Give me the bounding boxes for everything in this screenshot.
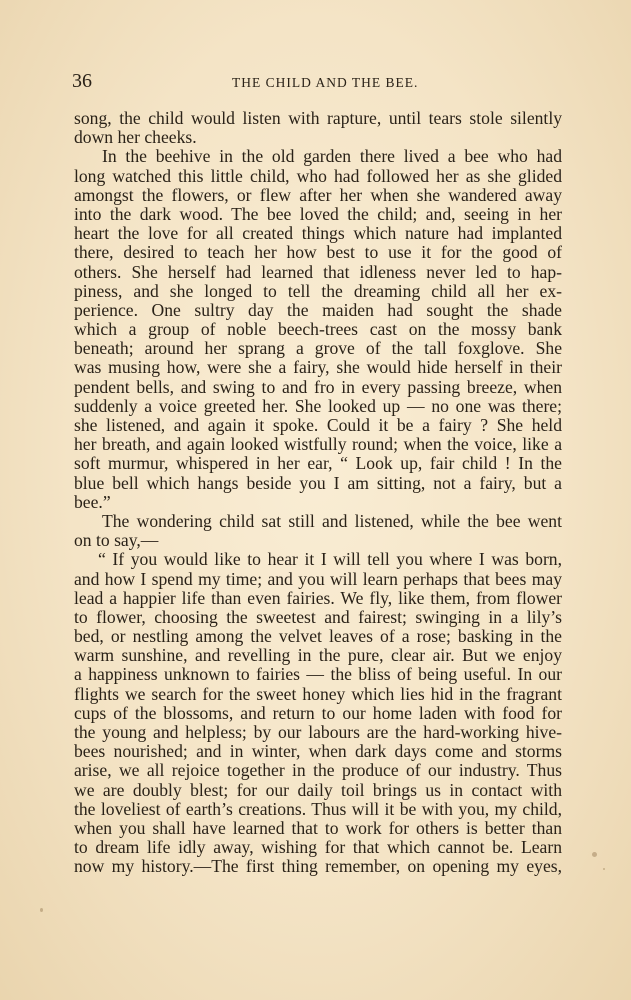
text-line: which a group of noble beech-trees cast on the mossy bank — [74, 319, 562, 340]
text-line: to flower, choosing the sweetest and fairest; swinging in a lily’s — [74, 606, 562, 627]
text-line: amongst the flowers, or flew after her when she wandered away — [74, 184, 562, 205]
text-line: was musing how, were she a fairy, she would hide herself in their — [74, 357, 562, 378]
text-line: her breath, and again looked wistfully round; when the voice, like a — [74, 434, 562, 455]
text-line: now my history.—The first thing remember, on opening my eyes, — [74, 856, 562, 877]
text-line: others. She herself had learned that idleness never led to hap- — [74, 261, 562, 282]
text-line: to dream life idly away, wishing for that which cannot be. Learn — [74, 837, 562, 858]
text-line: soft murmur, whispered in her ear, “ Look up, fair child ! In the — [74, 453, 562, 474]
page-header — [72, 70, 571, 94]
text-line: on to say,— — [74, 530, 159, 551]
text-line: The wondering child sat still and listened, while the bee went — [102, 510, 562, 531]
paper-speck — [40, 908, 43, 912]
running-head: THE CHILD AND THE BEE. — [232, 75, 419, 90]
text-line: she listened, and again it spoke. Could it be a fairy ? She held — [74, 415, 562, 435]
text-line: a happiness unknown to fairies — the bliss of being useful. In our — [74, 664, 562, 685]
paper-speck — [603, 868, 605, 870]
text-line: down her cheeks. — [74, 127, 197, 148]
text-line: suddenly a voice greeted her. She looked up — no one was there; — [74, 395, 562, 416]
text-line: piness, and she longed to tell the dreaming child all her ex- — [74, 280, 562, 301]
text-line: blue bell which hangs beside you I am sitting, not a fairy, but a — [74, 472, 562, 493]
body-text — [74, 109, 562, 877]
text-line: the young and helpless; by our labours are the hard-working hive- — [74, 722, 562, 742]
page-number: 36 — [72, 70, 92, 92]
text-line: beneath; around her sprang a grove of the tall foxglove. She — [74, 338, 562, 359]
text-line: “ If you would like to hear it I will tell you where I was born, — [98, 549, 562, 570]
text-line: perience. One sultry day the maiden had sought the shade — [74, 299, 562, 320]
text-line: pendent bells, and swing to and fro in every passing breeze, when — [74, 376, 562, 397]
text-line: cups of the blossoms, and return to our home laden with food for — [74, 702, 562, 723]
text-line: we are doubly blest; for our daily toil brings us in contact with — [74, 779, 562, 800]
text-line: there, desired to teach her how best to use it for the good of — [74, 242, 562, 263]
text-line: the loveliest of earth’s creations. Thus will it be with you, my child, — [74, 798, 562, 819]
text-line: In the beehive in the old garden there lived a bee who had — [102, 146, 562, 167]
text-line: bees nourished; and in winter, when dark days come and storms — [74, 741, 562, 762]
text-line: song, the child would listen with rapture, until tears stole silently — [74, 108, 562, 128]
text-line: into the dark wood. The bee loved the child; and, seeing in her — [74, 203, 562, 224]
text-line: and how I spend my time; and you will learn perhaps that bees may — [74, 568, 562, 589]
paper-speck — [592, 852, 597, 857]
text-line: flights we search for the sweet honey which lies hid in the fragrant — [74, 683, 562, 704]
text-line: arise, we all rejoice together in the produce of our industry. Thus — [74, 760, 562, 781]
text-line: heart the love for all created things which nature had implanted — [74, 223, 562, 244]
text-line: when you shall have learned that to work for others is better than — [74, 817, 562, 838]
text-line: warm sunshine, and revelling in the pure, clear air. But we enjoy — [74, 645, 562, 666]
text-line: bee.” — [74, 491, 111, 512]
text-line: long watched this little child, who had followed her as she glided — [74, 165, 562, 186]
text-line: bed, or nestling among the velvet leaves of a rose; basking in the — [74, 626, 562, 647]
text-line: lead a happier life than even fairies. We fly, like them, from flower — [74, 587, 562, 608]
